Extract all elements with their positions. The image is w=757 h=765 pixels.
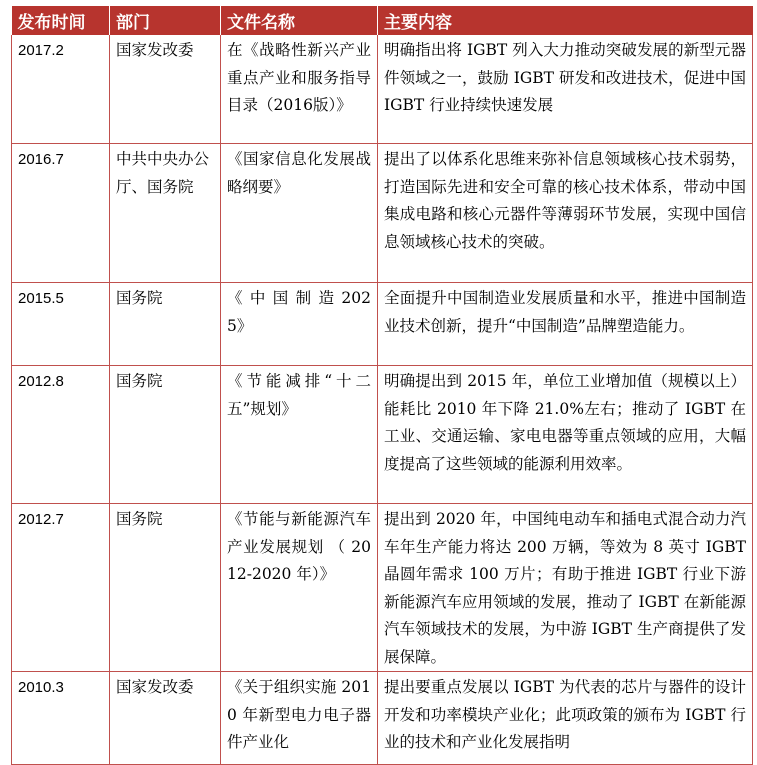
cell-dept: 国务院 <box>110 504 221 672</box>
cell-content: 提出要重点发展以 IGBT 为代表的芯片与器件的设计开发和功率模块产业化；此项政策的颁布为 IGBT 行业的技术和产业化发展指明 <box>378 672 753 765</box>
table-row <box>12 144 753 283</box>
cell-date: 2016.7 <box>12 144 110 283</box>
policy-table <box>11 6 753 765</box>
header-row <box>12 6 753 35</box>
cell-content: 提出了以体系化思维来弥补信息领域核心技术弱势，打造国际先进和安全可靠的核心技术体系，带动中国集成电路和核心元器件等薄弱环节发展，实现中国信息领域核心技术的突破。 <box>378 144 753 283</box>
table-row <box>12 504 753 672</box>
cell-dept: 国务院 <box>110 283 221 366</box>
cell-dept: 中共中央办公厅、国务院 <box>110 144 221 283</box>
cell-doc: 《节能减排“十二五”规划》 <box>221 366 378 504</box>
cell-date: 2012.7 <box>12 504 110 672</box>
cell-content: 全面提升中国制造业发展质量和水平，推进中国制造业技术创新，提升“中国制造”品牌塑造能力。 <box>378 283 753 366</box>
cell-dept: 国家发改委 <box>110 672 221 765</box>
table-row <box>12 366 753 504</box>
cell-date: 2017.2 <box>12 35 110 144</box>
header-dept: 部门 <box>110 6 221 35</box>
table-row <box>12 672 753 765</box>
cell-dept: 国家发改委 <box>110 35 221 144</box>
table-row <box>12 35 753 144</box>
cell-doc: 《国家信息化发展战略纲要》 <box>221 144 378 283</box>
cell-doc: 《节能与新能源汽车产业发展规划 （ 2012-2020 年）》 <box>221 504 378 672</box>
cell-content: 提出到 2020 年，中国纯电动车和插电式混合动力汽车年生产能力将达 200 万辆，等效为 8 英寸 IGBT 晶圆年需求 100 万片；有助于推进 IGBT 行业下游新能源汽车应用领域的发展，推动了 IGBT 在新能源汽车领域技术的发展，为中游 IGBT 生产商提供了发展保障。 <box>378 504 753 672</box>
header-content: 主要内容 <box>378 6 753 35</box>
cell-date: 2012.8 <box>12 366 110 504</box>
header-date: 发布时间 <box>12 6 110 35</box>
cell-doc: 《 中 国 制 造 2025》 <box>221 283 378 366</box>
cell-doc: 《关于组织实施 2010 年新型电力电子器件产业化 <box>221 672 378 765</box>
table-body <box>12 35 753 765</box>
table-row <box>12 283 753 366</box>
header-doc: 文件名称 <box>221 6 378 35</box>
cell-dept: 国务院 <box>110 366 221 504</box>
cell-date: 2010.3 <box>12 672 110 765</box>
cell-date: 2015.5 <box>12 283 110 366</box>
cell-content: 明确指出将 IGBT 列入大力推动突破发展的新型元器件领域之一，鼓励 IGBT 研发和改进技术，促进中国 IGBT 行业持续快速发展 <box>378 35 753 144</box>
table-header <box>12 6 753 35</box>
cell-doc: 在《战略性新兴产业重点产业和服务指导目录（2016版）》 <box>221 35 378 144</box>
cell-content: 明确提出到 2015 年，单位工业增加值（规模以上） 能耗比 2010 年下降 21.0%左右；推动了 IGBT 在工业、交通运输、家电电器等重点领域的应用，大幅度提高了这些领域的能源利用效率。 <box>378 366 753 504</box>
